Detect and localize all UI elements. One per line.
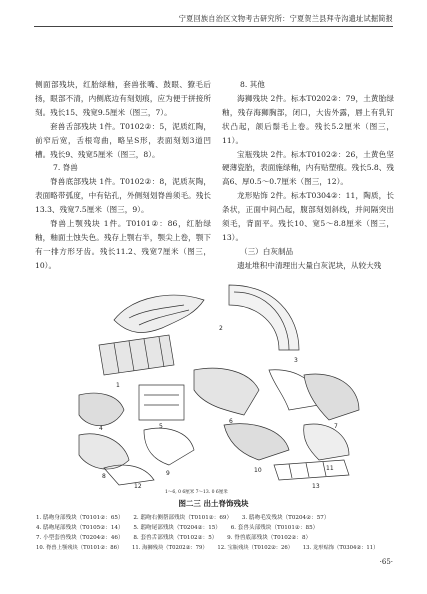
caption-row-1 (36, 513, 393, 521)
figure-label-11: 11 (326, 465, 334, 472)
left-heading-1: 7. 脊兽 (53, 163, 78, 173)
header-rule (34, 26, 393, 27)
caption-item: 9. 脊兽底部残块（T0102②：8） (227, 535, 312, 541)
caption-item: 13. 龙形贴饰（T0304②：11） (302, 545, 379, 551)
figure-label-13: 13 (312, 483, 320, 490)
figure-label-4: 4 (99, 425, 103, 432)
caption-item: 3. 鸱吻毛发残块（T0204②：57） (241, 515, 330, 521)
running-header (0, 0, 427, 30)
figure-caption-title: 图二三 出土脊饰残块 (178, 499, 249, 508)
right-paragraph-4: 遗址堆积中清理出大量白灰泥块，从较大残 (237, 260, 382, 270)
scale-bar-text: 1～6, 0 6厘米 7～13. 0 6厘米 (165, 490, 228, 495)
left-paragraph-4: 脊兽上颚残块 1件。T0101②：86，红胎绿釉，釉面土蚀失色。残存上颚右半，颚尖上卷，颚下有一排方形牙齿。残长11.2、残宽7厘米（图三，10）。 (35, 219, 211, 270)
page-number: ·65· (379, 558, 393, 566)
caption-item: 4. 鸱吻尾部残块（T0105②：14） (36, 525, 124, 531)
figure-drawings (44, 280, 384, 490)
figure-label-10: 10 (254, 467, 262, 474)
caption-item: 10. 脊兽上颚残块（T0101②：86） (36, 545, 123, 551)
right-paragraph-1: 海狮残块 2件。标本T0202②：79，土黄胎绿釉，残存海狮胸部，闭口，大齿外露，唇上有乳钉状凸起，颌后鬃毛上卷。残长5.2厘米（图三，11）。 (222, 93, 394, 145)
caption-item: 6. 套兽头部残块（T0101②：85） (230, 525, 319, 531)
figure-label-5: 5 (159, 423, 163, 430)
figure-label-6: 6 (229, 418, 233, 425)
caption-row-3 (36, 533, 393, 541)
artifact-drawings (44, 280, 384, 490)
figure-label-8: 8 (102, 473, 106, 480)
caption-item: 5. 鸱吻尾部残块（T0204②：15） (133, 525, 221, 531)
right-column (222, 78, 394, 273)
caption-item: 11. 海狮残块（T0202②：79） (131, 545, 208, 551)
right-paragraph-3: 龙形贴饰 2件。标本T0304②：11，陶质，长条状，正面中间凸起，腹部刻划斜线，并间隔突出须毛，背面平。残长10、宽5～8.8厘米（图三，13）。 (222, 191, 394, 242)
figure-label-7: 7 (334, 423, 338, 430)
caption-row-4 (36, 543, 393, 551)
header-text: 宁夏回族自治区文物考古研究所：宁夏贺兰县拜寺沟遗址试掘简报 (178, 14, 393, 23)
right-heading-1: 8. 其他 (240, 80, 265, 89)
figure-label-1: 1 (116, 382, 120, 389)
caption-item: 2. 鸱吻右侧帮部残块（T0101②：69） (133, 515, 233, 521)
left-paragraph-2: 套兽舌部残块 1件。T0102②：5，泥质红陶，前窄后宽，舌根弯曲，略呈S形，表面刻划3道凹槽。残长9、残宽5厘米（图三，8）。 (35, 121, 211, 159)
caption-item: 8. 套兽舌部残块（T0102②：5） (133, 535, 218, 541)
figure-label-12: 12 (134, 483, 142, 490)
caption-row-2 (36, 523, 393, 531)
caption-item: 12. 宝瓶残块（T0102②：26） (217, 545, 294, 551)
right-paragraph-2: 宝瓶残块 2件。标本T0102②：26，土黄色坚硬薄瓷胎，表面施绿釉，内有贴塑痕。残长5.8、残高6、厚0.5～0.7厘米（图三，12）。 (222, 149, 394, 187)
left-paragraph-1: 侧面部残块，红胎绿釉，套兽张嘴、鼓眼、獠毛后扬，眼部不清，内侧底边有刻划痕，应为便于拼接所刻。残长15、残宽9.5厘米（图三，7）。 (35, 80, 211, 117)
left-column (35, 78, 211, 273)
right-heading-2: （三）白灰制品 (240, 246, 294, 256)
caption-item: 1. 鸱吻身部残块（T0101②：65） (36, 515, 124, 521)
figure-label-9: 9 (166, 470, 170, 477)
caption-item: 7. 小型套兽残块（T0204②：46） (36, 535, 124, 541)
left-paragraph-3: 脊兽底部残块 1件。T0102②：8，泥质灰陶，表面略带弧度，中有钻孔，外侧刻划脊兽须毛。残长13.3、残宽7.5厘米（图三，9）。 (35, 177, 211, 215)
figure-label-3: 3 (294, 357, 298, 364)
figure-label-2: 2 (219, 325, 223, 332)
